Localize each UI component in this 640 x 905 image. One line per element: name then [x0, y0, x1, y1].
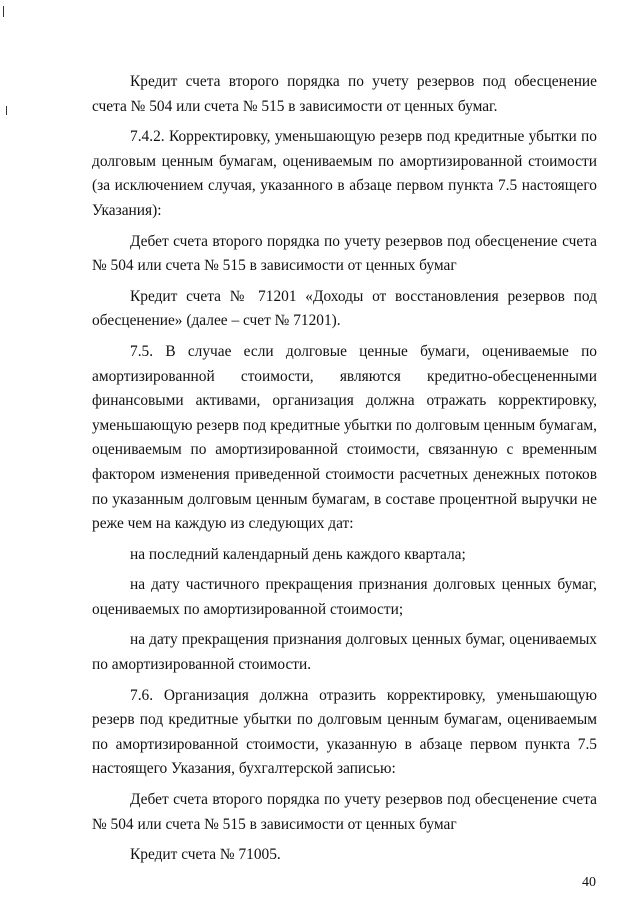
paragraph-debit-504-515-second: Дебет счета второго порядка по учету резервов под обесценение счета № 504 или счета № 515 в зависимости от ценных бумаг — [92, 791, 597, 833]
paragraph-credit-504-515: Кредит счета второго порядка по учету резервов под обесценение счета № 504 или счета № 515 в зависимости от ценных бумаг. — [92, 73, 597, 115]
paragraph-credit-71201: Кредит счета № 71201 «Доходы от восстановления резервов под обесценение» (далее – счет № 71201). — [92, 287, 597, 330]
paragraph-partial-derecognition: на дату частичного прекращения признания долговых ценных бумаг, оцениваемых по амортизированной стоимости; — [92, 576, 597, 618]
paragraph-7-4-2: 7.4.2. Корректировку, уменьшающую резерв под кредитные убытки по долговым ценным бумагам, оцениваемым по амортизированной стоимости (за исключением случая, указанного в абзаце первом пункта 7.5 настоящего Указания): — [92, 128, 597, 219]
paragraph-last-day-quarter: на последний календарный день каждого квартала; — [130, 545, 466, 563]
paragraph-7-5: 7.5. В случае если долговые ценные бумаги, оцениваемые по амортизированной стоимости, являются кредитно-обесцененными финансовыми активами, организация должна отражать корректировку, уменьшающую резерв под кредитные убытки по долговым ценным бумагам, оцениваемым по амортизированной стоимости, связанную с временным фактором изменения приведенной стоимости расчетных денежных потоков по указанным долговым ценным бумагам, в составе процентной выручки не реже чем на каждую из следующих дат: — [92, 342, 597, 533]
scan-artifact-mark — [3, 6, 4, 17]
paragraph-derecognition: на дату прекращения признания долговых ценных бумаг, оцениваемых по амортизированной стоимости. — [92, 631, 597, 674]
scan-artifact-mark — [6, 106, 7, 115]
paragraph-credit-71005: Кредит счета № 71005. — [130, 846, 281, 864]
paragraph-7-6: 7.6. Организация должна отразить корректировку, уменьшающую резерв под кредитные убытки по долговым ценным бумагам, оцениваемым по амортизированной стоимости, указанную в абзаце первом пункта 7.5 настоящего Указания, бухгалтерской записью: — [92, 686, 597, 778]
paragraph-debit-504-515: Дебет счета второго порядка по учету резервов под обесценение счета № 504 или счета № 515 в зависимости от ценных бумаг — [92, 232, 597, 275]
document-body — [92, 70, 597, 874]
page-number: 40 — [582, 875, 596, 890]
